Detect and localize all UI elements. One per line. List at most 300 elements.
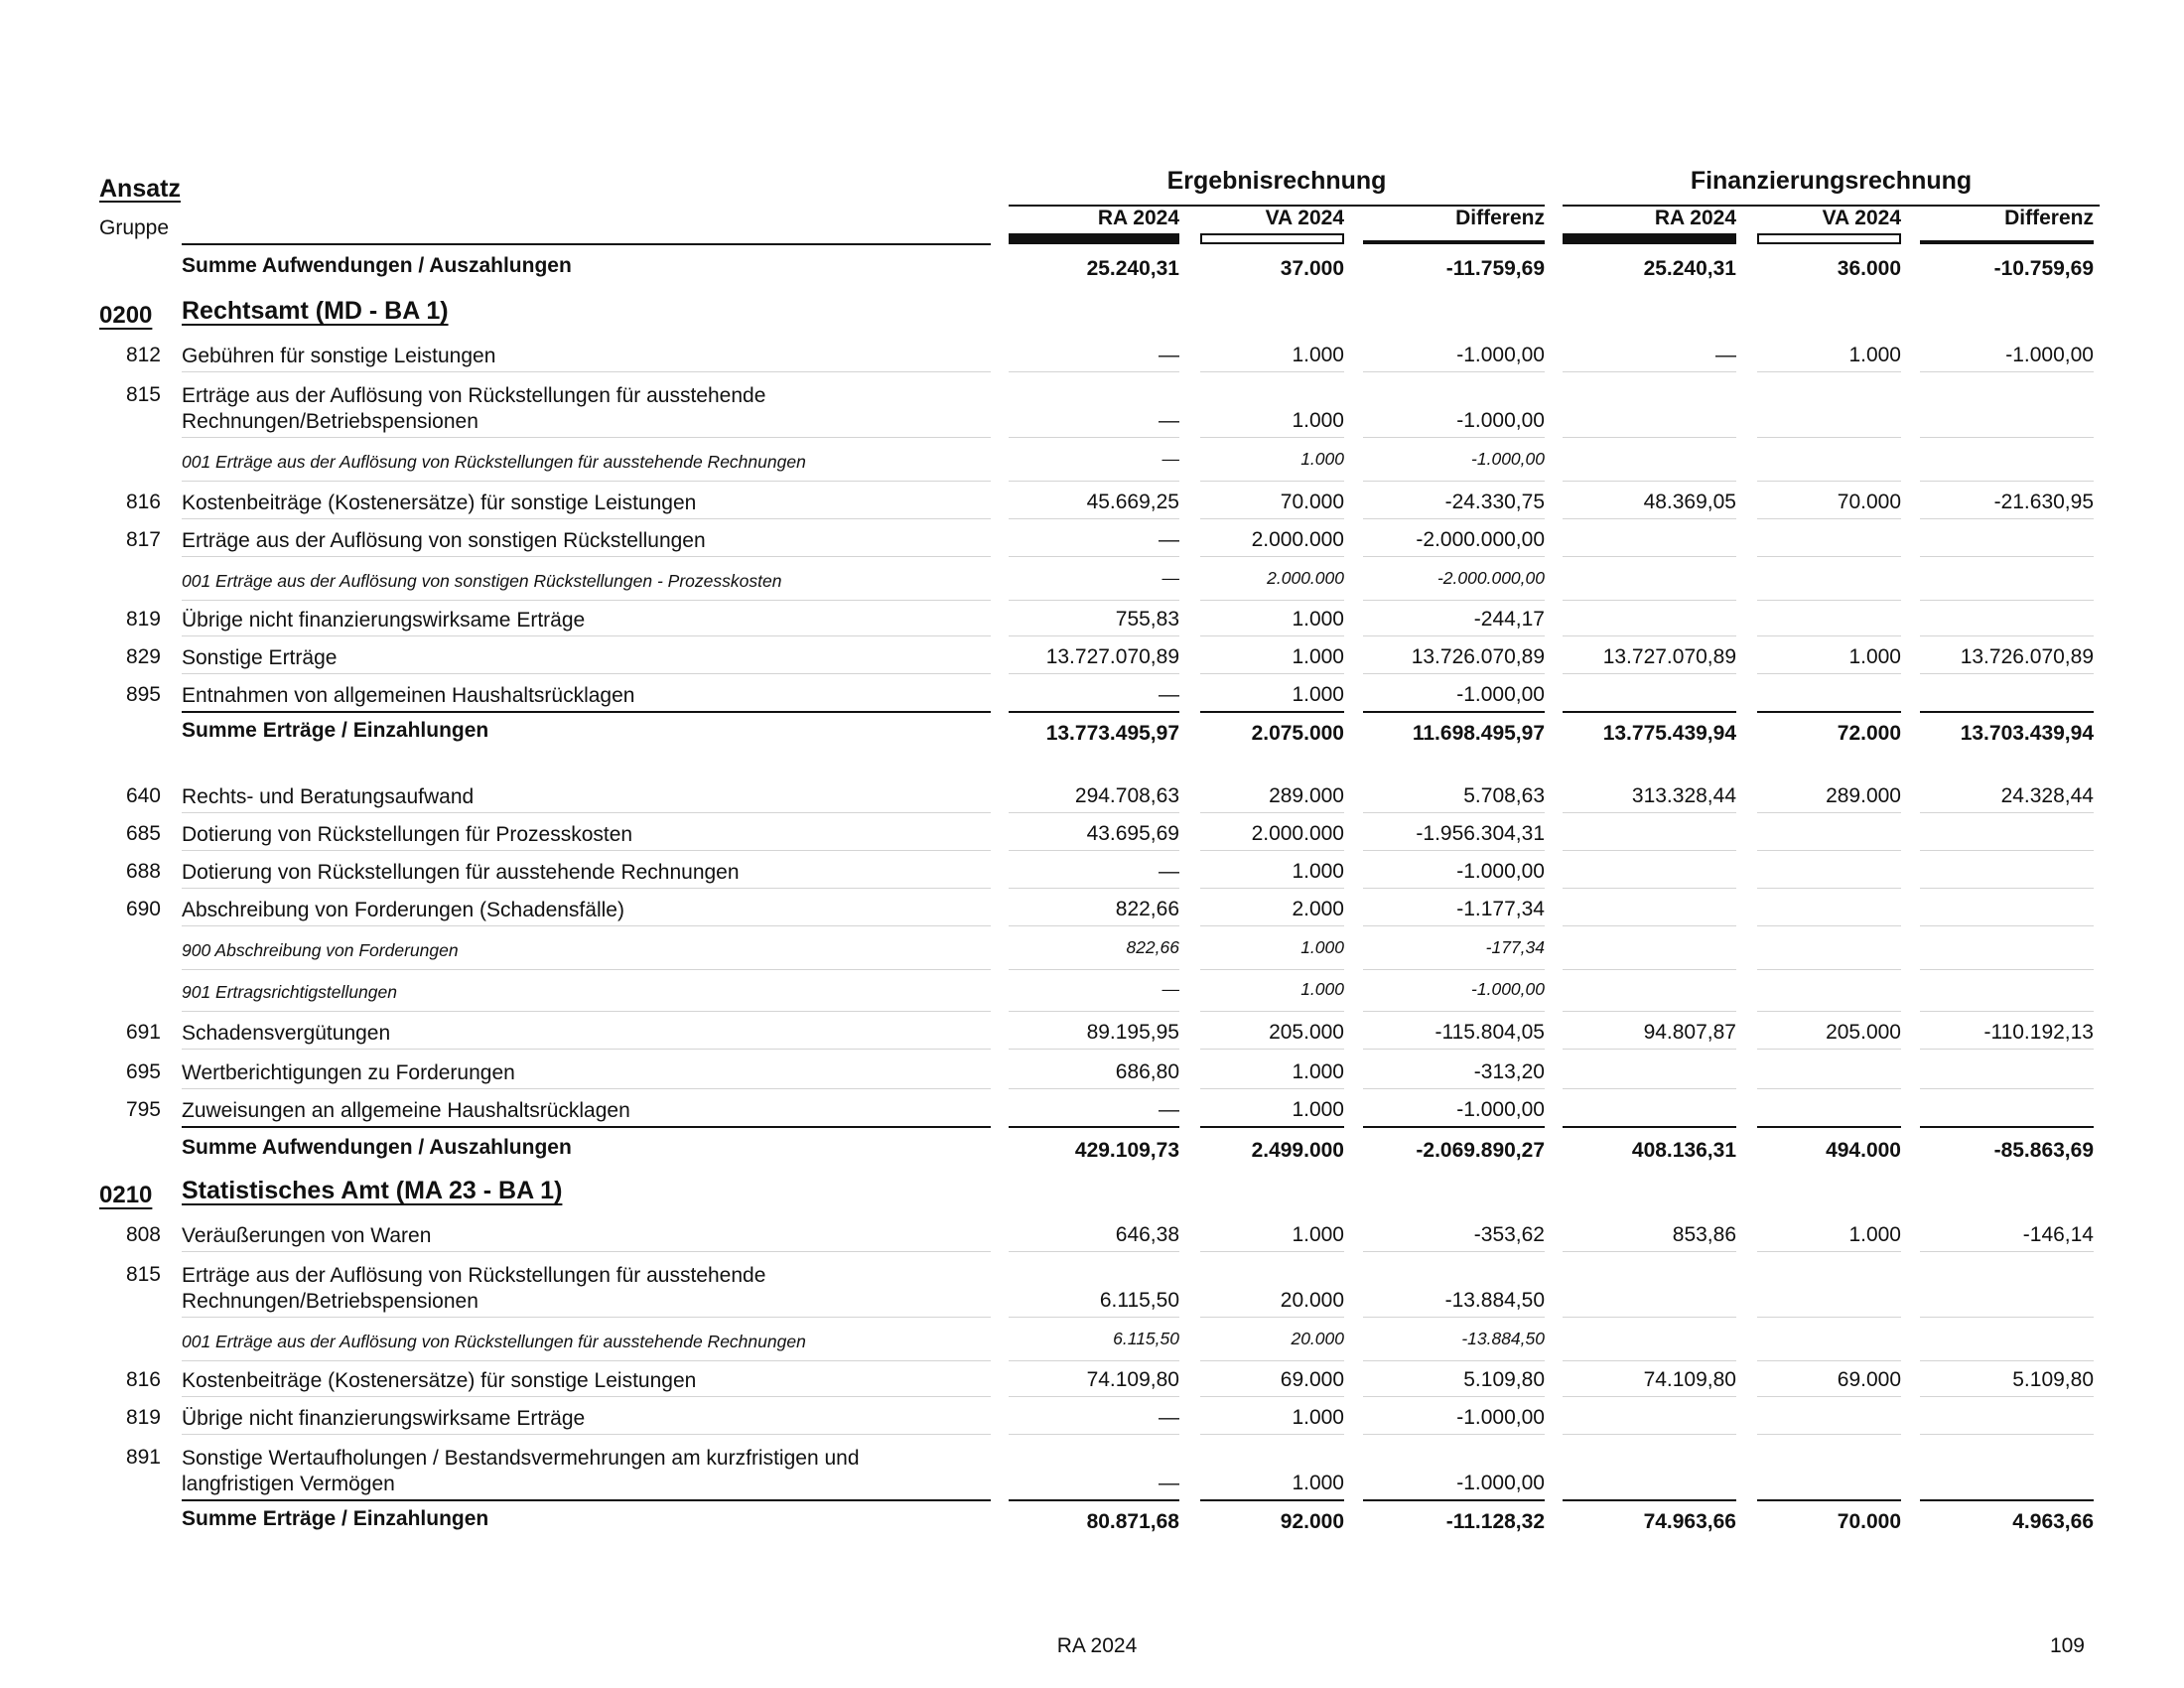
row-divider bbox=[182, 673, 991, 674]
va-bar-er bbox=[1200, 233, 1344, 244]
cell-differenz-fr: 13.703.439,94 bbox=[1960, 722, 2094, 745]
cell-divider bbox=[1009, 888, 1179, 889]
cell-va-2024-er: 1.000 bbox=[1300, 979, 1344, 999]
cell-divider bbox=[1920, 600, 2094, 601]
total-cell-rule bbox=[1363, 1126, 1545, 1128]
cell-ra-2024-er: 822,66 bbox=[1126, 937, 1179, 957]
cell-divider bbox=[1200, 1088, 1344, 1089]
cell-divider bbox=[1363, 812, 1545, 813]
cell-divider bbox=[1009, 1317, 1179, 1318]
cell-differenz-er: 5.109,80 bbox=[1463, 1368, 1545, 1391]
row-label: Rechtsamt (MD - BA 1) bbox=[182, 297, 449, 325]
row-divider bbox=[182, 481, 991, 482]
cell-divider bbox=[1363, 1011, 1545, 1012]
col-header-va-2024-fr: VA 2024 bbox=[1822, 207, 1901, 229]
row-label: Abschreibung von Forderungen (Schadensfälle) bbox=[182, 899, 624, 921]
row-label: Sonstige Wertaufholungen / Bestandsvermehrungen am kurzfristigen und langfristigen Vermögen bbox=[182, 1447, 860, 1495]
cell-ra-2024-er: 6.115,50 bbox=[1113, 1329, 1179, 1348]
page-number: 109 bbox=[2049, 1634, 2085, 1657]
cell-differenz-er: -1.000,00 bbox=[1456, 409, 1545, 432]
cell-ra-2024-er: — bbox=[1159, 528, 1179, 551]
total-cell-rule bbox=[1563, 711, 1736, 713]
cell-differenz-er: -11.128,32 bbox=[1445, 1510, 1545, 1533]
total-cell-rule bbox=[1200, 711, 1344, 713]
cell-divider bbox=[1200, 437, 1344, 438]
cell-divider bbox=[1563, 371, 1736, 372]
cell-ra-2024-er: 429.109,73 bbox=[1074, 1139, 1179, 1162]
cell-differenz-fr: 5.109,80 bbox=[2012, 1368, 2094, 1391]
cell-va-2024-er: 1.000 bbox=[1292, 683, 1344, 706]
cell-differenz-er: -313,20 bbox=[1473, 1060, 1545, 1083]
cell-ra-2024-er: — bbox=[1159, 344, 1179, 366]
row-code: 816 bbox=[125, 1368, 161, 1391]
cell-divider bbox=[1757, 888, 1901, 889]
total-cell-rule bbox=[1200, 1499, 1344, 1501]
row-code: 829 bbox=[125, 645, 161, 668]
cell-divider bbox=[1009, 1251, 1179, 1252]
row-label: Veräußerungen von Waren bbox=[182, 1224, 432, 1247]
cell-va-2024-er: 70.000 bbox=[1280, 491, 1344, 513]
cell-divider bbox=[1563, 1317, 1736, 1318]
cell-va-2024-er: 1.000 bbox=[1292, 1472, 1344, 1494]
cell-differenz-er: -1.000,00 bbox=[1456, 1406, 1545, 1429]
cell-divider bbox=[1563, 888, 1736, 889]
cell-divider bbox=[1200, 556, 1344, 557]
cell-divider bbox=[1920, 1317, 2094, 1318]
cell-divider bbox=[1563, 518, 1736, 519]
row-divider bbox=[182, 1011, 991, 1012]
cell-divider bbox=[1920, 1088, 2094, 1089]
cell-va-2024-fr: 70.000 bbox=[1837, 1510, 1901, 1533]
cell-divider bbox=[1200, 371, 1344, 372]
cell-divider bbox=[1757, 437, 1901, 438]
cell-ra-2024-fr: 48.369,05 bbox=[1643, 491, 1736, 513]
cell-ra-2024-fr: 853,86 bbox=[1672, 1223, 1736, 1246]
total-cell-rule bbox=[1363, 711, 1545, 713]
cell-divider bbox=[1363, 969, 1545, 970]
cell-va-2024-fr: 36.000 bbox=[1837, 257, 1901, 280]
cell-differenz-er: -1.000,00 bbox=[1456, 1098, 1545, 1121]
cell-divider bbox=[1009, 437, 1179, 438]
cell-divider bbox=[1200, 1434, 1344, 1435]
cell-divider bbox=[1200, 1011, 1344, 1012]
cell-divider bbox=[1563, 600, 1736, 601]
cell-divider bbox=[1757, 1360, 1901, 1361]
cell-va-2024-er: 20.000 bbox=[1280, 1289, 1344, 1312]
cell-divider bbox=[1200, 925, 1344, 926]
cell-ra-2024-er: 294.708,63 bbox=[1074, 784, 1179, 807]
cell-divider bbox=[1757, 1049, 1901, 1050]
cell-va-2024-er: 1.000 bbox=[1300, 937, 1344, 957]
cell-divider bbox=[1009, 925, 1179, 926]
row-divider bbox=[182, 371, 991, 372]
cell-va-2024-er: 1.000 bbox=[1292, 1223, 1344, 1246]
cell-divider bbox=[1363, 1251, 1545, 1252]
cell-divider bbox=[1363, 371, 1545, 372]
row-label: Schadensvergütungen bbox=[182, 1022, 391, 1045]
diff-bar-er bbox=[1363, 240, 1545, 244]
cell-ra-2024-fr: 74.963,66 bbox=[1643, 1510, 1736, 1533]
row-label: Wertberichtigungen zu Forderungen bbox=[182, 1061, 515, 1084]
cell-va-2024-fr: 70.000 bbox=[1837, 491, 1901, 513]
cell-divider bbox=[1920, 1360, 2094, 1361]
cell-divider bbox=[1920, 518, 2094, 519]
total-cell-rule bbox=[1200, 1126, 1344, 1128]
cell-divider bbox=[1200, 969, 1344, 970]
cell-divider bbox=[1563, 481, 1736, 482]
row-code: 819 bbox=[125, 608, 161, 631]
cell-divider bbox=[1009, 481, 1179, 482]
cell-differenz-er: -1.000,00 bbox=[1456, 344, 1545, 366]
cell-divider bbox=[1920, 371, 2094, 372]
cell-divider bbox=[1920, 481, 2094, 482]
cell-ra-2024-er: — bbox=[1161, 449, 1179, 469]
cell-divider bbox=[1363, 1360, 1545, 1361]
finanzierungsrechnung-title: Finanzierungsrechnung bbox=[1690, 167, 1973, 195]
cell-ra-2024-fr: 408.136,31 bbox=[1631, 1139, 1736, 1162]
total-rule bbox=[182, 711, 991, 713]
cell-divider bbox=[1563, 1088, 1736, 1089]
row-code: 819 bbox=[125, 1406, 161, 1429]
cell-divider bbox=[1757, 1088, 1901, 1089]
cell-divider bbox=[1563, 1360, 1736, 1361]
row-code: 895 bbox=[125, 683, 161, 706]
total-cell-rule bbox=[1563, 1126, 1736, 1128]
footer-label: RA 2024 bbox=[1056, 1634, 1138, 1657]
cell-divider bbox=[1563, 1396, 1736, 1397]
cell-va-2024-fr: 72.000 bbox=[1837, 722, 1901, 745]
cell-va-2024-er: 20.000 bbox=[1291, 1329, 1344, 1348]
row-label: Summe Erträge / Einzahlungen bbox=[182, 1507, 489, 1530]
row-label: Erträge aus der Auflösung von sonstigen Rückstellungen bbox=[182, 529, 706, 552]
cell-divider bbox=[1363, 1088, 1545, 1089]
row-code: 817 bbox=[125, 528, 161, 551]
row-divider bbox=[182, 969, 991, 970]
cell-va-2024-er: 37.000 bbox=[1280, 257, 1344, 280]
cell-divider bbox=[1009, 1360, 1179, 1361]
cell-divider bbox=[1009, 969, 1179, 970]
row-label: 900 Abschreibung von Forderungen bbox=[182, 940, 459, 960]
cell-divider bbox=[1757, 371, 1901, 372]
cell-ra-2024-er: 74.109,80 bbox=[1086, 1368, 1179, 1391]
row-label: Erträge aus der Auflösung von Rückstellungen für ausstehende Rechnungen/Betriebspensionen bbox=[182, 1264, 766, 1313]
cell-divider bbox=[1009, 1434, 1179, 1435]
row-divider bbox=[182, 518, 991, 519]
cell-differenz-er: -353,62 bbox=[1473, 1223, 1545, 1246]
cell-va-2024-fr: 1.000 bbox=[1848, 645, 1901, 668]
cell-divider bbox=[1757, 850, 1901, 851]
row-label: Sonstige Erträge bbox=[182, 646, 338, 669]
cell-va-2024-er: 1.000 bbox=[1292, 409, 1344, 432]
cell-differenz-er: -24.330,75 bbox=[1444, 491, 1545, 513]
cell-divider bbox=[1200, 600, 1344, 601]
cell-divider bbox=[1363, 925, 1545, 926]
row-label: 001 Erträge aus der Auflösung von Rückstellungen für ausstehende Rechnungen bbox=[182, 452, 806, 472]
row-divider bbox=[182, 888, 991, 889]
cell-divider bbox=[1920, 635, 2094, 636]
cell-divider bbox=[1563, 673, 1736, 674]
cell-ra-2024-er: — bbox=[1161, 568, 1179, 588]
cell-differenz-er: -1.000,00 bbox=[1456, 1472, 1545, 1494]
cell-ra-2024-er: 80.871,68 bbox=[1086, 1510, 1179, 1533]
cell-differenz-er: -177,34 bbox=[1485, 937, 1545, 957]
row-label: Statistisches Amt (MA 23 - BA 1) bbox=[182, 1177, 563, 1204]
total-cell-rule bbox=[1757, 1126, 1901, 1128]
row-label: 001 Erträge aus der Auflösung von sonstigen Rückstellungen - Prozesskosten bbox=[182, 571, 782, 591]
cell-divider bbox=[1009, 1396, 1179, 1397]
cell-divider bbox=[1757, 635, 1901, 636]
ansatz-heading: Ansatz bbox=[99, 175, 181, 203]
cell-va-2024-er: 2.000 bbox=[1292, 898, 1344, 920]
cell-differenz-er: -1.000,00 bbox=[1456, 860, 1545, 883]
cell-divider bbox=[1363, 1049, 1545, 1050]
cell-differenz-fr: -21.630,95 bbox=[1993, 491, 2094, 513]
cell-differenz-er: -1.000,00 bbox=[1456, 683, 1545, 706]
cell-va-2024-fr: 1.000 bbox=[1848, 344, 1901, 366]
cell-divider bbox=[1757, 1251, 1901, 1252]
row-divider bbox=[182, 635, 991, 636]
cell-va-2024-er: 2.000.000 bbox=[1251, 528, 1344, 551]
cell-divider bbox=[1920, 1396, 2094, 1397]
row-label: Übrige nicht finanzierungswirksame Erträge bbox=[182, 1407, 586, 1430]
cell-differenz-er: -1.000,00 bbox=[1471, 979, 1545, 999]
cell-va-2024-er: 1.000 bbox=[1300, 449, 1344, 469]
cell-divider bbox=[1757, 1396, 1901, 1397]
cell-divider bbox=[1363, 850, 1545, 851]
cell-ra-2024-fr: 13.775.439,94 bbox=[1602, 722, 1736, 745]
cell-divider bbox=[1009, 673, 1179, 674]
row-divider bbox=[182, 1396, 991, 1397]
row-divider bbox=[182, 600, 991, 601]
cell-divider bbox=[1563, 1011, 1736, 1012]
row-code: 695 bbox=[125, 1060, 161, 1083]
cell-va-2024-er: 289.000 bbox=[1269, 784, 1344, 807]
total-cell-rule bbox=[1757, 711, 1901, 713]
cell-divider bbox=[1200, 1396, 1344, 1397]
cell-divider bbox=[1200, 673, 1344, 674]
cell-differenz-fr: 4.963,66 bbox=[2012, 1510, 2094, 1533]
cell-ra-2024-er: — bbox=[1159, 860, 1179, 883]
col-header-differenz-fr: Differenz bbox=[2004, 207, 2094, 229]
row-label: 901 Ertragsrichtigstellungen bbox=[182, 982, 397, 1002]
cell-divider bbox=[1009, 371, 1179, 372]
cell-ra-2024-er: — bbox=[1159, 1098, 1179, 1121]
cell-divider bbox=[1563, 1434, 1736, 1435]
total-cell-rule bbox=[1563, 1499, 1736, 1501]
cell-va-2024-er: 1.000 bbox=[1292, 1406, 1344, 1429]
row-label: Summe Aufwendungen / Auszahlungen bbox=[182, 1136, 572, 1159]
cell-divider bbox=[1009, 1011, 1179, 1012]
total-cell-rule bbox=[1920, 711, 2094, 713]
cell-differenz-er: 11.698.495,97 bbox=[1412, 722, 1545, 745]
ra-bar-fr bbox=[1563, 233, 1736, 244]
cell-divider bbox=[1363, 518, 1545, 519]
cell-divider bbox=[1563, 850, 1736, 851]
row-label: 001 Erträge aus der Auflösung von Rückstellungen für ausstehende Rechnungen bbox=[182, 1332, 806, 1351]
total-rule bbox=[182, 1126, 991, 1128]
total-cell-rule bbox=[1757, 1499, 1901, 1501]
row-code: 891 bbox=[125, 1446, 161, 1469]
cell-differenz-er: -11.759,69 bbox=[1445, 257, 1545, 280]
cell-divider bbox=[1563, 812, 1736, 813]
cell-divider bbox=[1757, 673, 1901, 674]
cell-divider bbox=[1920, 437, 2094, 438]
cell-ra-2024-er: 6.115,50 bbox=[1099, 1289, 1179, 1312]
cell-divider bbox=[1200, 1251, 1344, 1252]
cell-divider bbox=[1757, 518, 1901, 519]
row-divider bbox=[182, 1251, 991, 1252]
cell-divider bbox=[1363, 437, 1545, 438]
cell-divider bbox=[1920, 1251, 2094, 1252]
cell-divider bbox=[1363, 481, 1545, 482]
cell-divider bbox=[1920, 1434, 2094, 1435]
row-divider bbox=[182, 925, 991, 926]
cell-divider bbox=[1920, 969, 2094, 970]
cell-va-2024-er: 1.000 bbox=[1292, 1060, 1344, 1083]
cell-divider bbox=[1563, 925, 1736, 926]
cell-divider bbox=[1363, 635, 1545, 636]
row-code: 691 bbox=[125, 1021, 161, 1044]
row-label: Gebühren für sonstige Leistungen bbox=[182, 345, 496, 367]
row-label: Übrige nicht finanzierungswirksame Erträge bbox=[182, 609, 586, 632]
cell-divider bbox=[1563, 1251, 1736, 1252]
cell-divider bbox=[1920, 888, 2094, 889]
cell-ra-2024-er: 13.773.495,97 bbox=[1045, 722, 1179, 745]
cell-va-2024-er: 1.000 bbox=[1292, 608, 1344, 631]
cell-differenz-er: -2.000.000,00 bbox=[1436, 568, 1545, 588]
cell-ra-2024-er: 822,66 bbox=[1115, 898, 1179, 920]
total-cell-rule bbox=[1920, 1499, 2094, 1501]
cell-divider bbox=[1920, 850, 2094, 851]
row-label: Dotierung von Rückstellungen für ausstehende Rechnungen bbox=[182, 861, 740, 884]
cell-differenz-fr: -146,14 bbox=[2022, 1223, 2094, 1246]
diff-bar-fr bbox=[1920, 240, 2094, 244]
cell-divider bbox=[1363, 1317, 1545, 1318]
cell-divider bbox=[1009, 812, 1179, 813]
ra-bar-er bbox=[1009, 233, 1179, 244]
cell-divider bbox=[1200, 1360, 1344, 1361]
cell-va-2024-fr: 1.000 bbox=[1848, 1223, 1901, 1246]
cell-divider bbox=[1757, 1434, 1901, 1435]
row-code: 815 bbox=[125, 1263, 161, 1286]
cell-ra-2024-er: — bbox=[1159, 1472, 1179, 1494]
row-label: Dotierung von Rückstellungen für Prozesskosten bbox=[182, 823, 633, 846]
cell-divider bbox=[1757, 969, 1901, 970]
cell-va-2024-er: 2.000.000 bbox=[1267, 568, 1344, 588]
cell-differenz-er: -13.884,50 bbox=[1461, 1329, 1545, 1348]
cell-ra-2024-fr: 13.727.070,89 bbox=[1602, 645, 1736, 668]
row-divider bbox=[182, 1088, 991, 1089]
cell-divider bbox=[1363, 1396, 1545, 1397]
gruppe-heading: Gruppe bbox=[99, 216, 170, 239]
cell-divider bbox=[1200, 518, 1344, 519]
cell-divider bbox=[1200, 1317, 1344, 1318]
cell-divider bbox=[1757, 1011, 1901, 1012]
cell-differenz-er: -115.804,05 bbox=[1434, 1021, 1545, 1044]
cell-va-2024-er: 2.075.000 bbox=[1251, 722, 1344, 745]
row-code: 812 bbox=[125, 344, 161, 366]
row-divider bbox=[182, 812, 991, 813]
col-header-ra-2024-fr: RA 2024 bbox=[1654, 207, 1736, 229]
row-code: 0200 bbox=[99, 302, 153, 329]
row-divider bbox=[182, 1434, 991, 1435]
row-divider bbox=[182, 1360, 991, 1361]
cell-differenz-fr: -10.759,69 bbox=[1993, 257, 2094, 280]
cell-ra-2024-er: 25.240,31 bbox=[1086, 257, 1179, 280]
cell-divider bbox=[1920, 556, 2094, 557]
row-label: Kostenbeiträge (Kostenersätze) für sonstige Leistungen bbox=[182, 492, 697, 514]
cell-va-2024-er: 1.000 bbox=[1292, 1098, 1344, 1121]
cell-divider bbox=[1920, 673, 2094, 674]
cell-ra-2024-fr: 25.240,31 bbox=[1643, 257, 1736, 280]
cell-va-2024-er: 69.000 bbox=[1280, 1368, 1344, 1391]
row-label: Summe Aufwendungen / Auszahlungen bbox=[182, 254, 572, 277]
cell-divider bbox=[1363, 1434, 1545, 1435]
cell-ra-2024-fr: 94.807,87 bbox=[1643, 1021, 1736, 1044]
cell-va-2024-er: 1.000 bbox=[1292, 860, 1344, 883]
total-cell-rule bbox=[1009, 711, 1179, 713]
cell-differenz-er: 5.708,63 bbox=[1463, 784, 1545, 807]
cell-differenz-er: -1.177,34 bbox=[1456, 898, 1545, 920]
cell-ra-2024-er: 13.727.070,89 bbox=[1045, 645, 1179, 668]
cell-ra-2024-fr: 313.328,44 bbox=[1631, 784, 1736, 807]
row-divider bbox=[182, 850, 991, 851]
row-code: 0210 bbox=[99, 1182, 153, 1208]
cell-divider bbox=[1563, 635, 1736, 636]
cell-divider bbox=[1920, 925, 2094, 926]
total-cell-rule bbox=[1920, 1126, 2094, 1128]
row-divider bbox=[182, 1049, 991, 1050]
row-code: 690 bbox=[125, 898, 161, 920]
cell-ra-2024-er: — bbox=[1159, 1406, 1179, 1429]
row-label: Rechts- und Beratungsaufwand bbox=[182, 785, 475, 808]
cell-divider bbox=[1920, 1049, 2094, 1050]
cell-divider bbox=[1200, 812, 1344, 813]
row-code: 688 bbox=[125, 860, 161, 883]
cell-differenz-er: -13.884,50 bbox=[1444, 1289, 1545, 1312]
cell-divider bbox=[1563, 969, 1736, 970]
cell-divider bbox=[1009, 600, 1179, 601]
cell-divider bbox=[1200, 1049, 1344, 1050]
cell-divider bbox=[1009, 1049, 1179, 1050]
cell-divider bbox=[1363, 556, 1545, 557]
row-label: Kostenbeiträge (Kostenersätze) für sonstige Leistungen bbox=[182, 1369, 697, 1392]
cell-ra-2024-er: 755,83 bbox=[1115, 608, 1179, 631]
cell-differenz-fr: 24.328,44 bbox=[2000, 784, 2094, 807]
cell-va-2024-er: 1.000 bbox=[1292, 645, 1344, 668]
cell-ra-2024-er: 45.669,25 bbox=[1086, 491, 1179, 513]
total-rule bbox=[182, 1499, 991, 1501]
col-header-ra-2024-er: RA 2024 bbox=[1097, 207, 1179, 229]
cell-differenz-er: -2.000.000,00 bbox=[1416, 528, 1545, 551]
col-header-va-2024-er: VA 2024 bbox=[1265, 207, 1344, 229]
row-divider bbox=[182, 1317, 991, 1318]
cell-differenz-er: -2.069.890,27 bbox=[1416, 1139, 1545, 1162]
cell-ra-2024-er: — bbox=[1161, 979, 1179, 999]
cell-va-2024-fr: 205.000 bbox=[1826, 1021, 1901, 1044]
cell-divider bbox=[1563, 556, 1736, 557]
header-rule-label bbox=[182, 243, 991, 245]
cell-differenz-fr: -85.863,69 bbox=[1993, 1139, 2094, 1162]
cell-divider bbox=[1563, 437, 1736, 438]
cell-differenz-er: -1.956.304,31 bbox=[1416, 822, 1545, 845]
cell-va-2024-er: 1.000 bbox=[1292, 344, 1344, 366]
cell-differenz-er: 13.726.070,89 bbox=[1411, 645, 1545, 668]
cell-divider bbox=[1200, 850, 1344, 851]
cell-divider bbox=[1920, 812, 2094, 813]
cell-divider bbox=[1757, 600, 1901, 601]
cell-va-2024-fr: 494.000 bbox=[1826, 1139, 1901, 1162]
